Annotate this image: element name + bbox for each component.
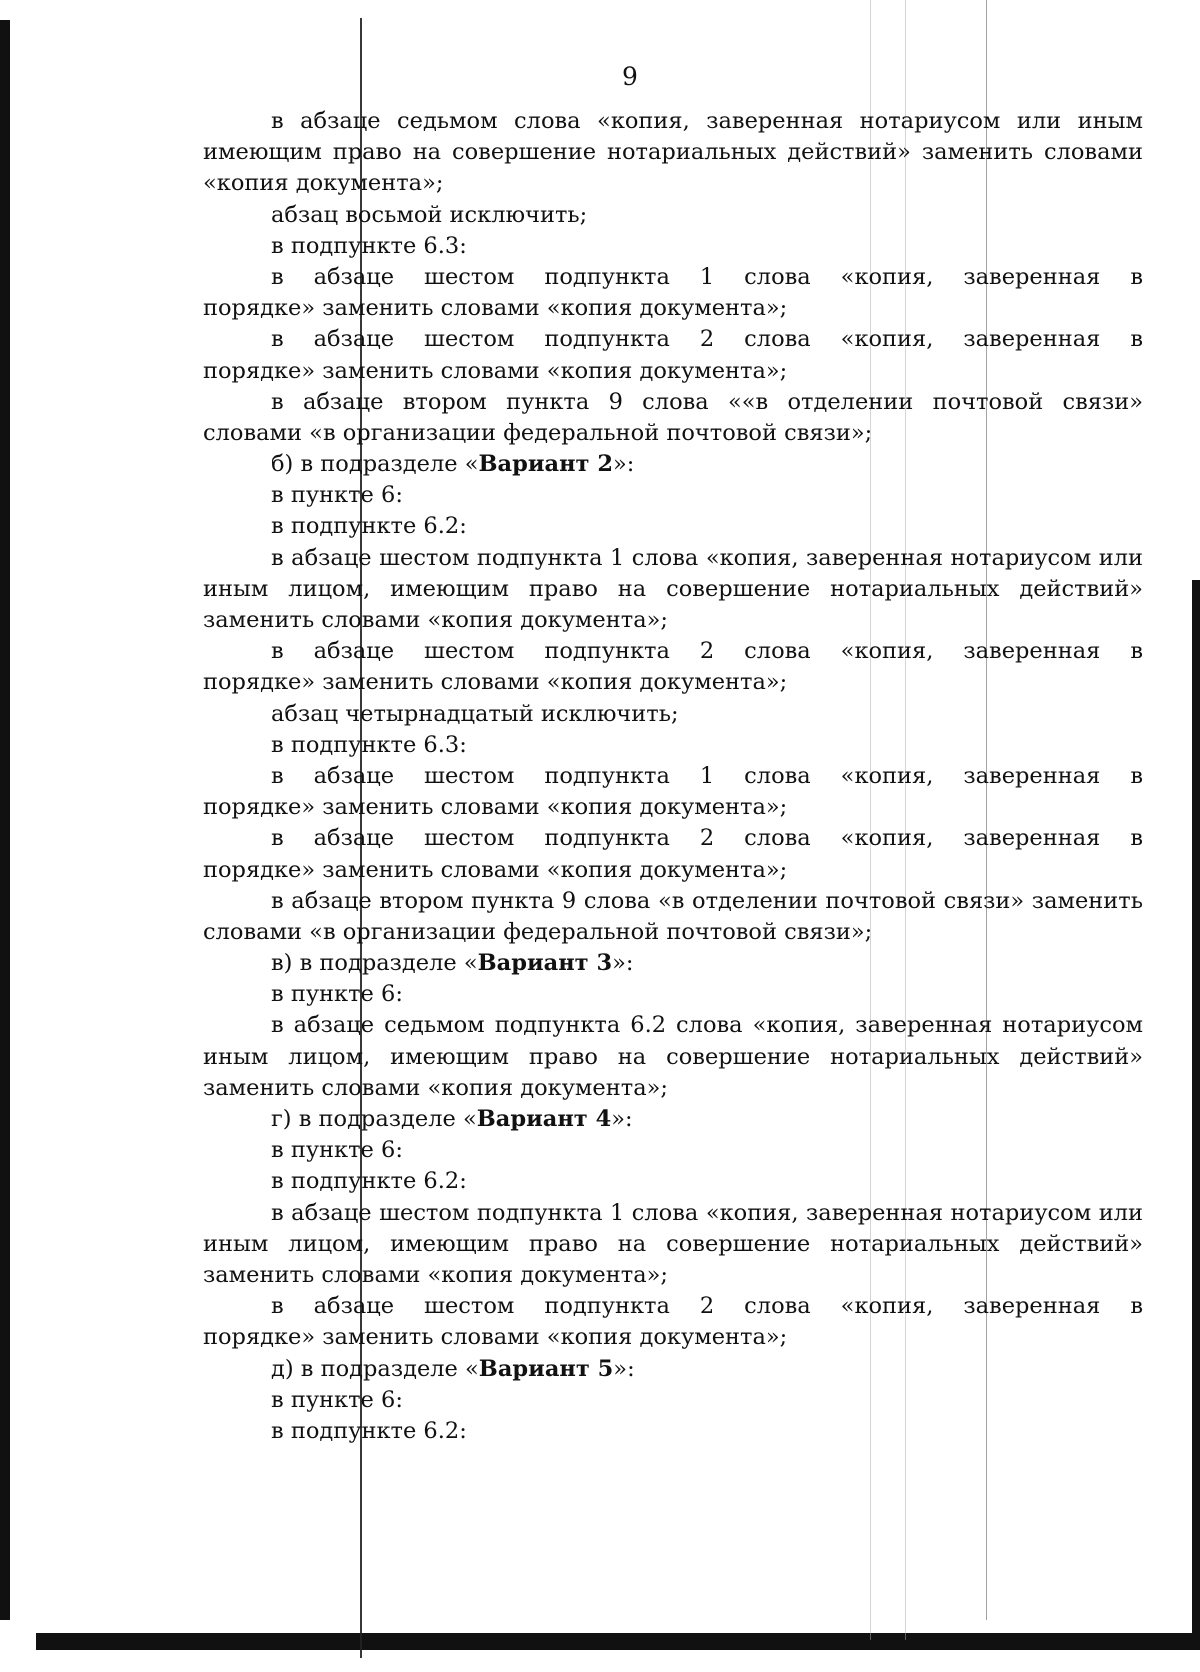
text-span: порядке» заменить словами «копия документа»; [203, 295, 788, 322]
subsection-name: Вариант 3 [477, 950, 613, 977]
subsection-name: Вариант 5 [478, 1355, 614, 1382]
subsection-name: Вариант 4 [476, 1106, 612, 1132]
text-line [203, 855, 1143, 886]
text-line [203, 1416, 1143, 1447]
text-span: в абзаце шестом подпункта 1 слова «копия, заверенная в [271, 263, 1143, 290]
text-line [203, 730, 1143, 761]
text-span: г) в подразделе « [271, 1106, 477, 1132]
text-line [203, 823, 1143, 854]
text-line [203, 231, 1143, 262]
text-line [203, 418, 1143, 449]
text-line [203, 667, 1143, 698]
text-line [203, 1260, 1143, 1291]
text-line [203, 761, 1143, 792]
text-span: иным лицом, имеющим право на совершение нотариальных действий» [203, 1230, 1143, 1257]
text-line [203, 886, 1143, 917]
document-body [203, 106, 1143, 1447]
text-line [203, 699, 1143, 730]
subsection-name: Вариант 2 [478, 451, 613, 478]
text-span: порядке» заменить словами «копия документа»; [203, 794, 788, 821]
text-span: иным лицом, имеющим право на совершение нотариальных действий» [203, 575, 1143, 602]
text-span: порядке» заменить словами «копия документа»; [203, 856, 788, 883]
text-span: »: [612, 950, 634, 977]
scan-edge-left [0, 20, 10, 1620]
text-line [203, 1198, 1143, 1229]
text-line [203, 1073, 1143, 1104]
text-line [203, 168, 1143, 199]
scan-edge-bottom [36, 1633, 1200, 1650]
text-line [203, 1104, 1143, 1135]
text-span: порядке» заменить словами «копия документа»; [203, 669, 788, 696]
text-line [203, 480, 1143, 511]
text-line [203, 293, 1143, 324]
text-span: в подпункте 6.3: [271, 232, 467, 259]
text-span: в пункте 6: [271, 981, 403, 1008]
text-line [203, 605, 1143, 636]
text-line [203, 449, 1143, 480]
text-span: в абзаце шестом подпункта 2 слова «копия, заверенная в [271, 326, 1143, 353]
text-span: в абзаце шестом подпункта 2 слова «копия, заверенная в [271, 1293, 1143, 1320]
text-span: б) в подразделе « [271, 451, 479, 478]
text-span: в подпункте 6.2: [271, 513, 467, 540]
text-span: заменить словами «копия документа»; [203, 1074, 668, 1101]
text-span: в подпункте 6.3: [271, 731, 467, 758]
text-line [203, 511, 1143, 542]
text-span: заменить словами «копия документа»; [203, 1261, 668, 1288]
text-span: словами «в организации федеральной почтовой связи»; [203, 419, 873, 446]
text-span: д) в подразделе « [271, 1355, 479, 1382]
text-line [203, 1229, 1143, 1260]
text-span: в пункте 6: [271, 482, 403, 509]
text-line [203, 1135, 1143, 1166]
text-span: порядке» заменить словами «копия документа»; [203, 357, 788, 384]
text-span: »: [612, 451, 635, 478]
text-span: абзац четырнадцатый исключить; [271, 700, 679, 727]
text-span: в абзаце седьмом слова «копия, заверенная нотариусом или иным [271, 108, 1143, 134]
text-line [203, 1042, 1143, 1073]
text-line [203, 574, 1143, 605]
text-span: порядке» заменить словами «копия документа»; [203, 1324, 788, 1351]
text-line [203, 324, 1143, 355]
text-line [203, 1166, 1143, 1197]
text-line [203, 262, 1143, 293]
text-span: в) в подразделе « [271, 950, 478, 977]
text-line [203, 1291, 1143, 1322]
text-span: имеющим право на совершение нотариальных действий» заменить словами [203, 139, 1143, 166]
text-span: в абзаце шестом подпункта 2 слова «копия, заверенная в [271, 638, 1143, 665]
text-line [203, 200, 1143, 231]
text-span: иным лицом, имеющим право на совершение нотариальных действий» [203, 1043, 1143, 1070]
text-span: словами «в организации федеральной почтовой связи»; [203, 918, 873, 945]
text-line [203, 1010, 1143, 1041]
text-line [203, 636, 1143, 667]
text-span: абзац восьмой исключить; [271, 201, 588, 228]
text-span: в абзаце втором пункта 9 слова ««в отделении почтовой связи» [271, 388, 1143, 415]
text-span: в абзаце втором пункта 9 слова «в отделении почтовой связи» заменить [271, 887, 1143, 914]
text-span: в абзаце шестом подпункта 1 слова «копия, заверенная в [271, 762, 1143, 789]
scan-edge-right [1192, 580, 1200, 1640]
text-line [203, 979, 1143, 1010]
text-span: в абзаце шестом подпункта 1 слова «копия, заверенная нотариусом или [271, 544, 1143, 571]
text-line [203, 106, 1143, 137]
text-line [203, 543, 1143, 574]
text-line [203, 792, 1143, 823]
text-line [203, 1322, 1143, 1353]
text-line [203, 137, 1143, 168]
text-line [203, 1385, 1143, 1416]
text-span: в абзаце седьмом подпункта 6.2 слова «копия, заверенная нотариусом [271, 1012, 1143, 1039]
text-span: в подпункте 6.2: [271, 1168, 467, 1195]
text-line [203, 1354, 1143, 1385]
text-span: в пункте 6: [271, 1137, 403, 1164]
text-line [203, 387, 1143, 418]
page-number: 9 [622, 62, 638, 91]
text-line [203, 948, 1143, 979]
text-span: »: [611, 1106, 633, 1132]
text-span: заменить словами «копия документа»; [203, 607, 668, 633]
text-span: в абзаце шестом подпункта 1 слова «копия, заверенная нотариусом или [271, 1199, 1143, 1226]
text-span: «копия документа»; [203, 170, 444, 197]
text-line [203, 917, 1143, 948]
text-line [203, 356, 1143, 387]
text-span: »: [613, 1355, 635, 1382]
text-span: в пункте 6: [271, 1386, 403, 1413]
text-span: в подпункте 6.2: [271, 1417, 467, 1444]
text-span: в абзаце шестом подпункта 2 слова «копия, заверенная в [271, 825, 1143, 852]
